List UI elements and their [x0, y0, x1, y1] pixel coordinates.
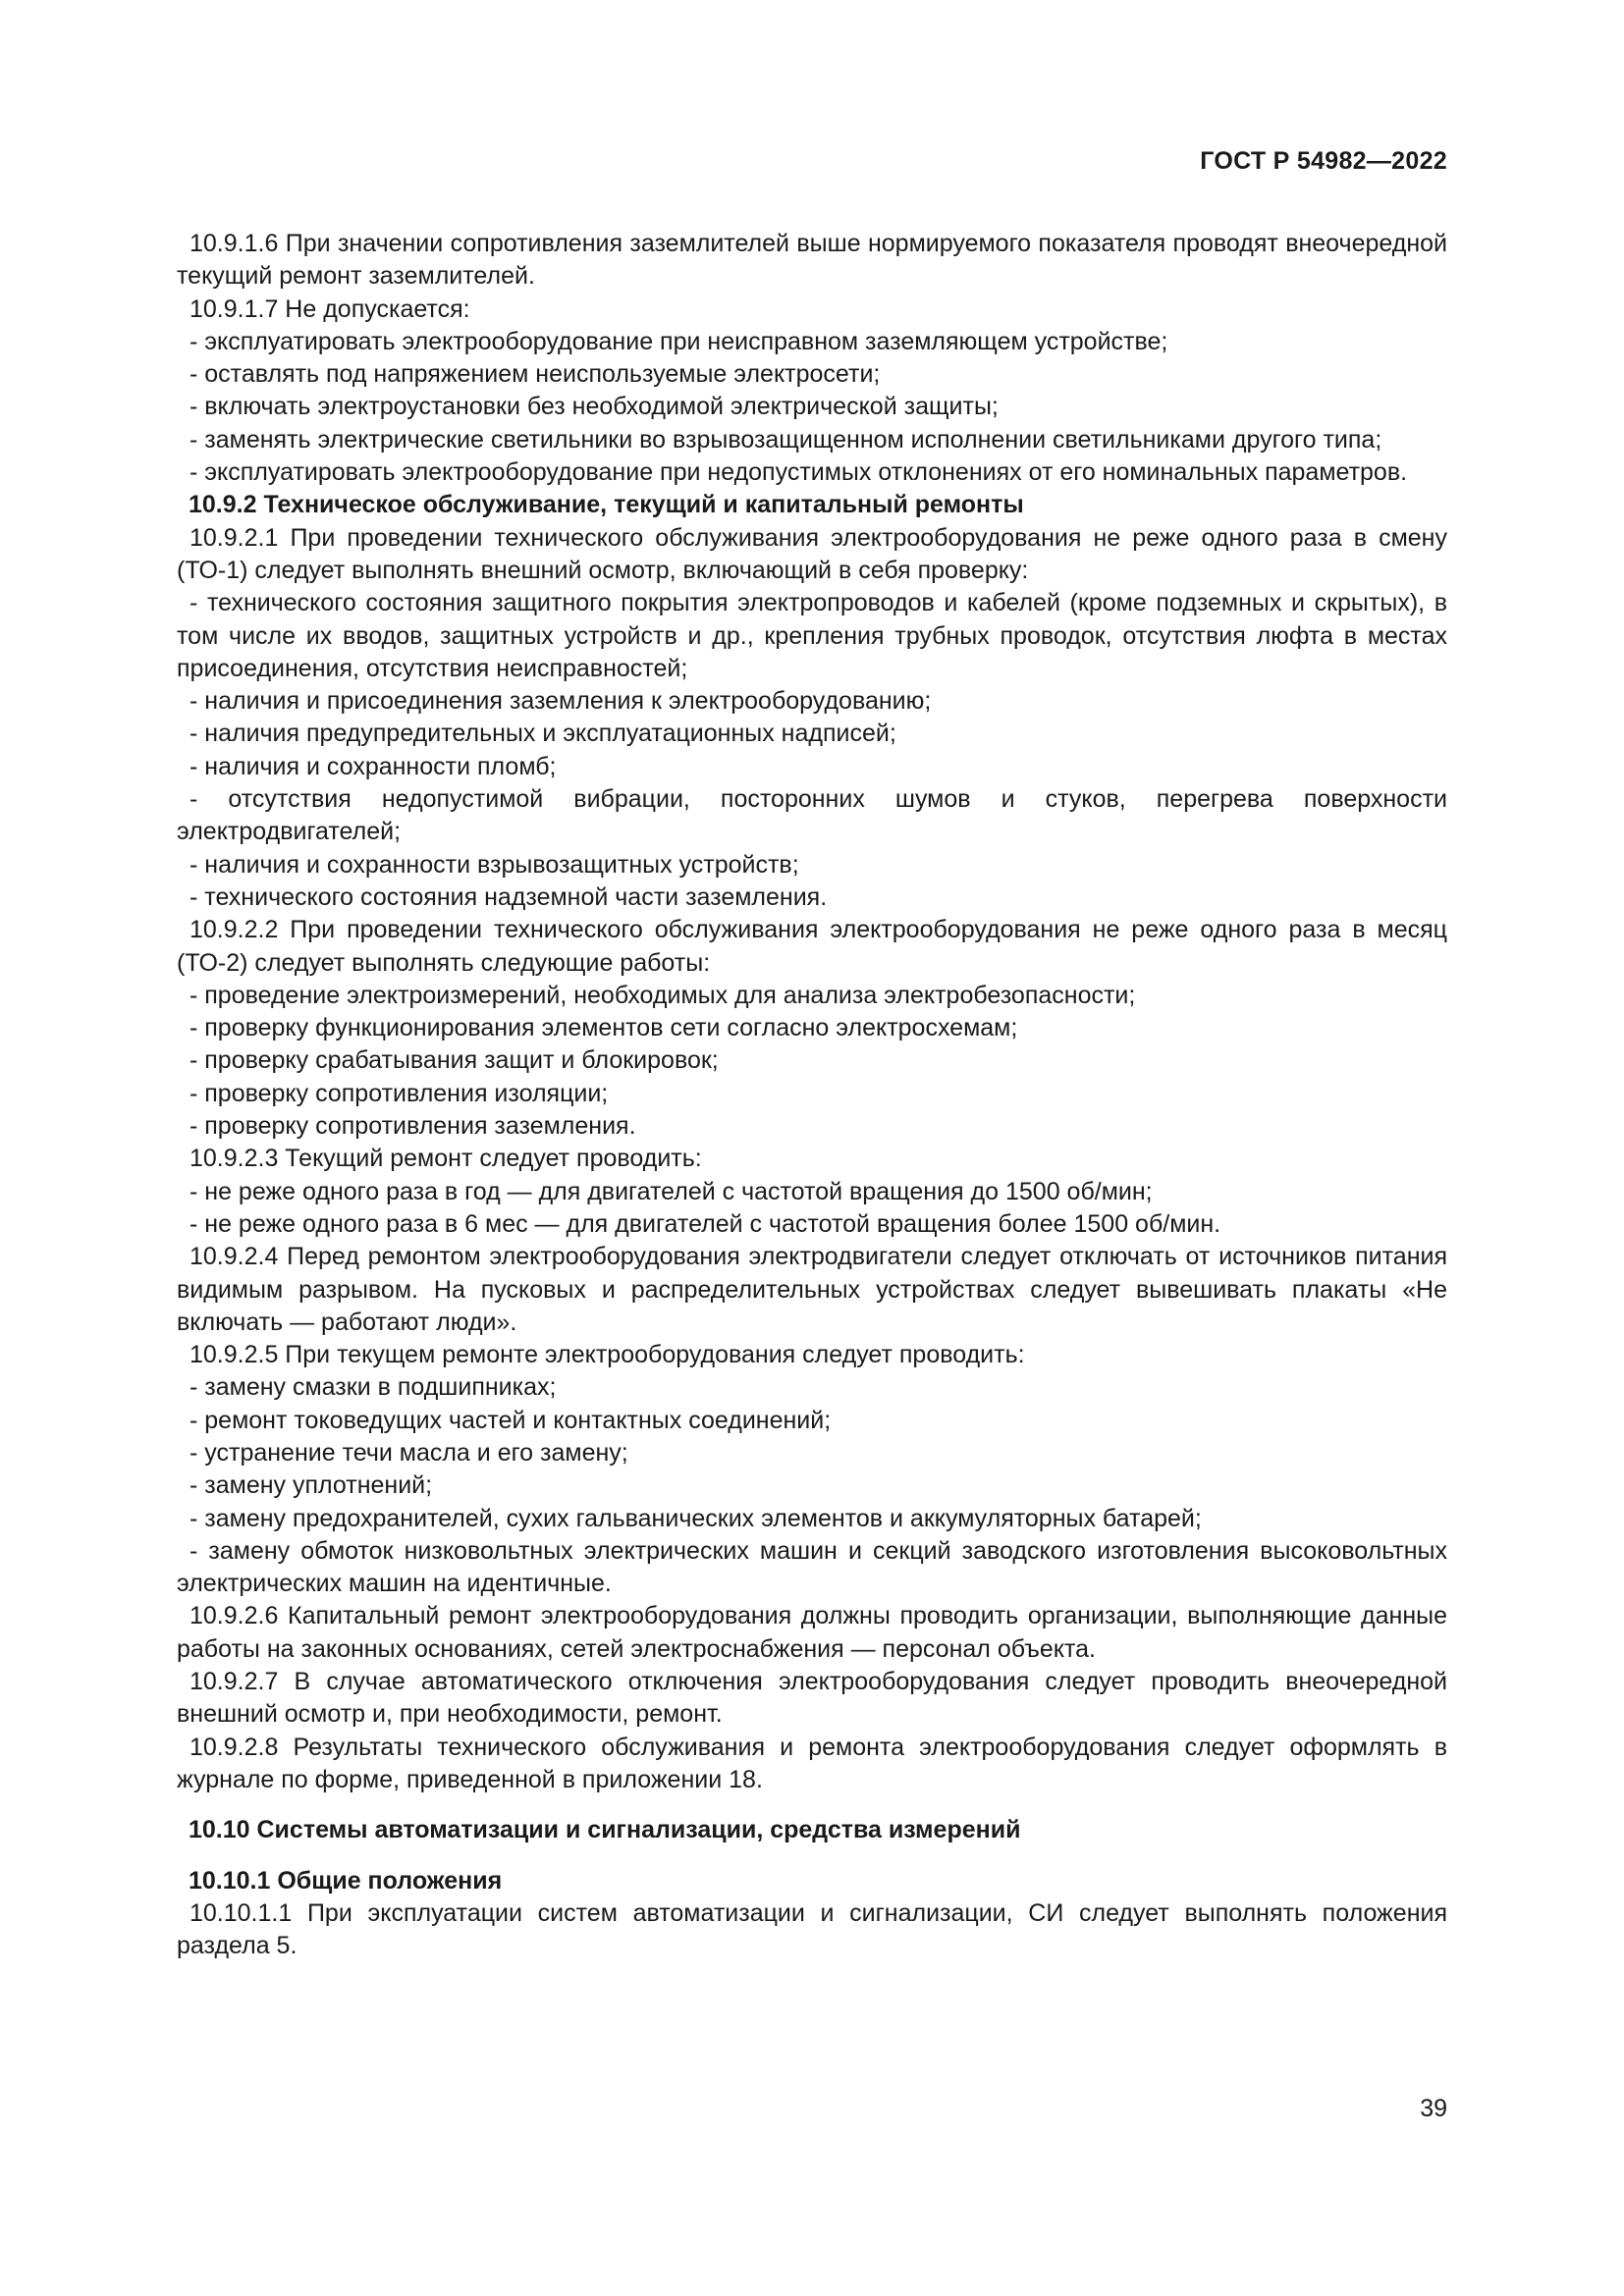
- list-item: - замену предохранителей, сухих гальванических элементов и аккумуляторных батарей;: [189, 1504, 1202, 1532]
- paragraph-10-9-2-5: 10.9.2.5 При текущем ремонте электрооборудования следует проводить:: [189, 1341, 1025, 1369]
- list-item: - ремонт токоведущих частей и контактных соединений;: [189, 1406, 832, 1434]
- list-item: - замену уплотнений;: [189, 1471, 433, 1500]
- document-body: [177, 228, 1447, 1962]
- page-number: 39: [1420, 2095, 1447, 2122]
- paragraph-10-9-2-3: 10.9.2.3 Текущий ремонт следует проводить:: [189, 1145, 702, 1173]
- list-item: - проверку функционирования элементов сети согласно электросхемам;: [189, 1014, 1018, 1042]
- paragraph-10-9-2-8: 10.9.2.8 Результаты технического обслуживания и ремонта электрооборудования следует оформлять в журнале по форме, приведенной в приложении 18.: [177, 1733, 1447, 1793]
- list-item: - наличия и сохранности взрывозащитных устройств;: [189, 850, 799, 879]
- list-item: - технического состояния защитного покрытия электропроводов и кабелей (кроме подземных и скрытых), в том числе их вводов, защитных устройств и др., крепления трубных проводок, отсутствия люфта в местах присоединения, отсутствия неисправностей;: [177, 589, 1447, 682]
- paragraph-10-9-2-1: 10.9.2.1 При проведении технического обслуживания электрооборудования не реже одного раза в смену (ТО-1) следует выполнять внешний осмотр, включающий в себя проверку:: [177, 523, 1447, 584]
- list-item: - проверку сопротивления изоляции;: [189, 1079, 609, 1107]
- list-item: - наличия и сохранности пломб;: [189, 752, 557, 780]
- section-heading-10-10: 10.10 Системы автоматизации и сигнализации, средства измерений: [189, 1816, 1021, 1844]
- list-item: - замену смазки в подшипниках;: [189, 1373, 557, 1402]
- list-item: - заменять электрические светильники во взрывозащищенном исполнении светильниками другого типа;: [189, 425, 1382, 454]
- list-item: - технического состояния надземной части заземления.: [189, 882, 828, 911]
- list-item: - устранение течи масла и его замену;: [189, 1438, 628, 1467]
- list-item: - не реже одного раза в год — для двигателей с частотой вращения до 1500 об/мин;: [189, 1177, 1153, 1205]
- paragraph-10-9-2-6: 10.9.2.6 Капитальный ремонт электрооборудования должны проводить организации, выполняющие данные работы на законных основаниях, сетей электроснабжения — персонал объекта.: [177, 1602, 1447, 1663]
- list-item: - не реже одного раза в 6 мес — для двигателей с частотой вращения более 1500 об/мин.: [189, 1209, 1221, 1238]
- list-item: - оставлять под напряжением неиспользуемые электросети;: [189, 360, 881, 389]
- paragraph-10-9-2-7: 10.9.2.7 В случае автоматического отключения электрооборудования следует проводить внеочередной внешний осмотр и, при необходимости, ремонт.: [177, 1668, 1447, 1729]
- paragraph-10-10-1-1: 10.10.1.1 При эксплуатации систем автоматизации и сигнализации, СИ следует выполнять положения раздела 5.: [177, 1898, 1447, 1960]
- list-item: - замену обмоток низковольтных электрических машин и секций заводского изготовления высоковольтных электрических машин на идентичные.: [177, 1536, 1447, 1598]
- paragraph-10-9-1-7: 10.9.1.7 Не допускается:: [189, 294, 470, 323]
- section-heading-10-9-2: 10.9.2 Техническое обслуживание, текущий и капитальный ремонты: [189, 491, 1024, 519]
- paragraph-10-9-1-6: 10.9.1.6 При значении сопротивления заземлителей выше нормируемого показателя проводят внеочередной текущий ремонт заземлителей.: [177, 230, 1447, 291]
- list-item: - проверку срабатывания защит и блокировок;: [189, 1046, 719, 1075]
- list-item: - проверку сопротивления заземления.: [189, 1112, 636, 1141]
- list-item: - эксплуатировать электрооборудование при неисправном заземляющем устройстве;: [189, 327, 1168, 355]
- list-item: - эксплуатировать электрооборудование при недопустимых отклонениях от его номинальных параметров.: [189, 458, 1408, 487]
- list-item: - проведение электроизмерений, необходимых для анализа электробезопасности;: [189, 981, 1136, 1009]
- paragraph-10-9-2-2: 10.9.2.2 При проведении технического обслуживания электрооборудования не реже одного раза в месяц (ТО-2) следует выполнять следующие работы:: [177, 916, 1447, 977]
- list-item: - наличия предупредительных и эксплуатационных надписей;: [189, 720, 896, 748]
- list-item: - наличия и присоединения заземления к электрооборудованию;: [189, 687, 932, 716]
- list-item: - отсутствия недопустимой вибрации, посторонних шумов и стуков, перегрева поверхности электродвигателей;: [177, 785, 1447, 846]
- section-heading-10-10-1: 10.10.1 Общие положения: [189, 1866, 503, 1895]
- paragraph-10-9-2-4: 10.9.2.4 Перед ремонтом электрооборудования электродвигатели следует отключать от источников питания видимым разрывом. На пусковых и распределительных устройствах следует вывешивать плакаты «Не включать — работают люди».: [177, 1243, 1447, 1336]
- list-item: - включать электроустановки без необходимой электрической защиты;: [189, 393, 999, 421]
- document-code: ГОСТ Р 54982—2022: [1200, 147, 1447, 175]
